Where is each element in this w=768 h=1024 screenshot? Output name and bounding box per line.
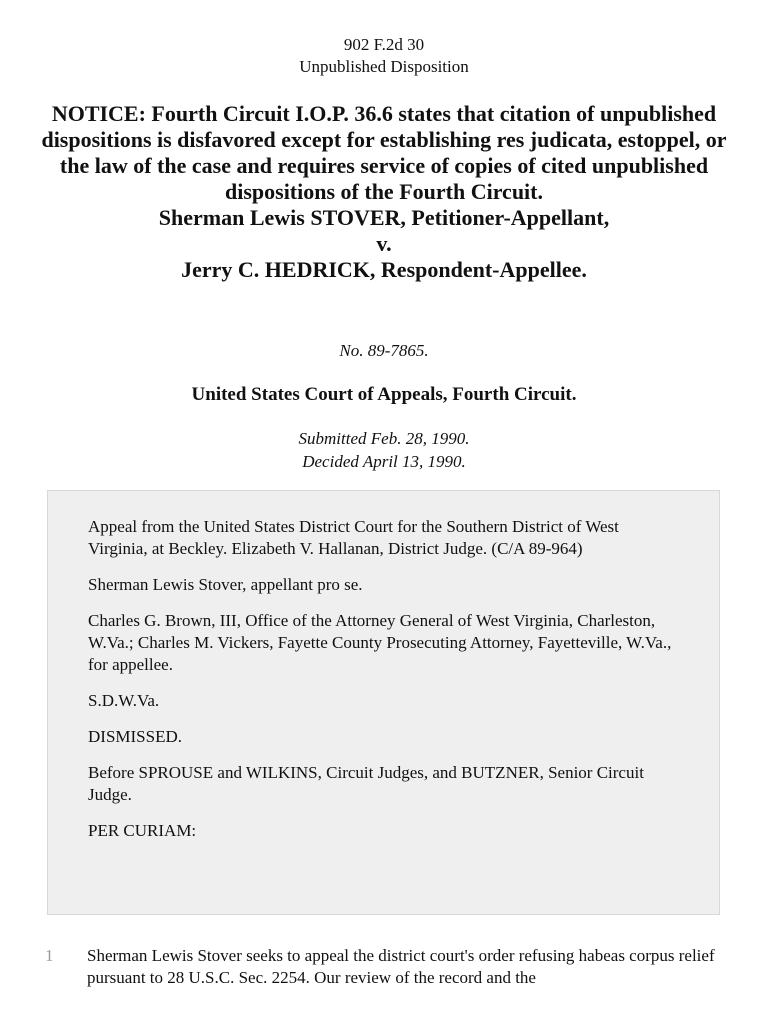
syllabus-box (47, 490, 720, 915)
court-name: United States Court of Appeals, Fourth Circuit. (191, 384, 577, 405)
disposition-result: DISMISSED. (88, 727, 182, 746)
paragraph-number: 1 (45, 946, 54, 965)
case-dates (0, 427, 768, 473)
panel-judges: Before SPROUSE and WILKINS, Circuit Judges, and BUTZNER, Senior Circuit Judge. (88, 763, 644, 804)
submitted-date: Submitted Feb. 28, 1990. (298, 429, 470, 448)
court-abbreviation: S.D.W.Va. (88, 691, 160, 710)
paragraph-text: Sherman Lewis Stover seeks to appeal the district court's order refusing habeas corpus relief pursuant to 28 U.S.C. Sec. 2254. Our review of the record and the (87, 946, 715, 987)
citation-header (0, 34, 768, 78)
notice-text: NOTICE: Fourth Circuit I.O.P. 36.6 states that citation of unpublished dispositions is disfavored except for establishing res judicata, estoppel, or the law of the case and requires service of copies of cited unpublished dispositions of the Fourth Circuit. (41, 101, 727, 204)
case-title-block (0, 101, 768, 283)
docket-number: No. 89-7865. (339, 341, 429, 360)
versus-label: v. (376, 231, 392, 256)
respondent-name: Jerry C. HEDRICK, Respondent-Appellee. (181, 257, 587, 282)
reporter-citation: 902 F.2d 30 (343, 35, 425, 54)
per-curiam-label: PER CURIAM: (88, 821, 197, 840)
appellee-counsel: Charles G. Brown, III, Office of the Attorney General of West Virginia, Charleston, W.Va.; Charles M. Vickers, Fayette County Prosecuting Attorney, Fayetteville, W.Va., for appellee. (88, 611, 672, 674)
appeal-from-text: Appeal from the United States District Court for the Southern District of West Virginia, at Beckley. Elizabeth V. Hallanan, District Judge. (C/A 89-964) (88, 517, 619, 558)
decided-date: Decided April 13, 1990. (302, 452, 466, 471)
disposition-label: Unpublished Disposition (299, 57, 469, 76)
appellant-counsel: Sherman Lewis Stover, appellant pro se. (88, 575, 363, 594)
petitioner-name: Sherman Lewis STOVER, Petitioner-Appellant, (158, 205, 610, 230)
